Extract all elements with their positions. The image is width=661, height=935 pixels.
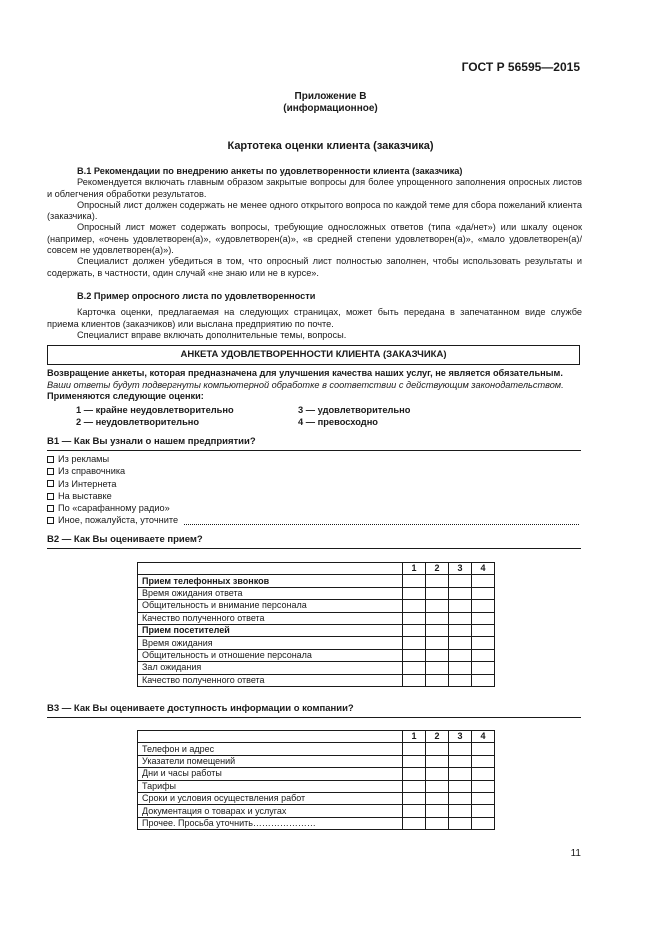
rating-cell[interactable]	[403, 587, 426, 599]
rating-cell[interactable]	[426, 649, 449, 661]
rating-cell[interactable]	[449, 587, 472, 599]
scale-item: 1 — крайне неудовлетворительно	[76, 405, 234, 415]
rating-cell[interactable]	[426, 743, 449, 755]
column-header: 3	[449, 731, 472, 743]
rating-cell[interactable]	[472, 743, 495, 755]
rating-cell[interactable]	[449, 662, 472, 674]
rating-cell[interactable]	[472, 674, 495, 686]
rating-cell[interactable]	[449, 612, 472, 624]
rating-cell[interactable]	[426, 780, 449, 792]
appendix-heading	[40, 91, 621, 115]
rating-cell[interactable]	[449, 743, 472, 755]
rating-cell[interactable]	[403, 805, 426, 817]
paragraph: Рекомендуется включать главным образом закрытые вопросы для более упрощенного заполнения опросных листов и облегчения обработки результатов.	[47, 177, 582, 199]
table-row	[138, 637, 495, 649]
rating-cell[interactable]	[403, 637, 426, 649]
rating-cell[interactable]	[472, 780, 495, 792]
rating-cell[interactable]	[403, 780, 426, 792]
option-label: Иное, пожалуйста, уточните	[58, 515, 179, 526]
row-label: Прием телефонных звонков	[138, 575, 403, 587]
checkbox[interactable]	[47, 456, 54, 463]
column-header: 2	[426, 563, 449, 575]
column-header: 1	[403, 731, 426, 743]
rating-cell[interactable]	[449, 637, 472, 649]
rating-cell[interactable]	[449, 792, 472, 804]
table-row	[138, 755, 495, 767]
rating-cell[interactable]	[403, 817, 426, 829]
row-label: Дни и часы работы	[138, 768, 403, 780]
rating-cell[interactable]	[403, 612, 426, 624]
row-label: Общительность и внимание персонала	[138, 600, 403, 612]
rating-cell[interactable]	[472, 755, 495, 767]
table-row	[138, 587, 495, 599]
section-b1	[47, 166, 582, 279]
table-row	[138, 649, 495, 661]
rating-cell[interactable]	[426, 600, 449, 612]
intro-bold: Возвращение анкеты, которая предназначена для улучшения качества наших услуг, не является обязательным.	[47, 368, 563, 378]
question-b2-title: В2 — Как Вы оцениваете прием?	[47, 534, 203, 545]
reception-rating-table	[137, 562, 495, 687]
row-label: Тарифы	[138, 780, 403, 792]
rating-cell[interactable]	[403, 768, 426, 780]
rating-cell[interactable]	[472, 637, 495, 649]
rating-cell[interactable]	[449, 755, 472, 767]
rating-cell[interactable]	[449, 805, 472, 817]
option-row[interactable]	[47, 514, 587, 526]
option-row[interactable]	[47, 502, 587, 514]
table-row	[138, 612, 495, 624]
scale-item: 4 — превосходно	[298, 416, 378, 427]
rating-cell[interactable]	[449, 817, 472, 829]
question-b1-title: В1 — Как Вы узнали о нашем предприятии?	[47, 436, 256, 447]
rating-cell[interactable]	[403, 649, 426, 661]
row-label: Указатели помещений	[138, 755, 403, 767]
paragraph: Опросный лист может содержать вопросы, требующие односложных ответов (типа «да/нет») или шкалу оценок (например, «очень удовлетворен(а)», «удовлетворен(а)», «в средней степени удовлетворен(а)», «мало удовлетворен(а)/совсем не удовлетворен(а)»).	[47, 222, 582, 256]
option-label: Из рекламы	[58, 454, 110, 464]
table-header-row	[138, 563, 495, 575]
option-label: Из Интернета	[58, 478, 117, 489]
rating-cell[interactable]	[472, 662, 495, 674]
table-row	[138, 792, 495, 804]
appendix-title: Приложение В	[294, 91, 367, 102]
checkbox[interactable]	[47, 505, 54, 512]
row-label: Общительность и отношение персонала	[138, 649, 403, 661]
paragraph: Специалист должен убедиться в том, что опросный лист полностью заполнен, чтобы использовать результаты и содержать, в частности, один случай «не знаю или не в курсе».	[47, 256, 582, 278]
rating-cell[interactable]	[472, 649, 495, 661]
rating-cell[interactable]	[472, 768, 495, 780]
option-row[interactable]	[47, 465, 587, 477]
rating-cell[interactable]	[426, 575, 449, 587]
row-label: Телефон и адрес	[138, 743, 403, 755]
rating-cell[interactable]	[472, 792, 495, 804]
section-b2-heading: В.2 Пример опросного листа по удовлетворенности	[77, 291, 316, 301]
scale-item: 2 — неудовлетворительно	[76, 416, 200, 427]
rating-cell[interactable]	[403, 674, 426, 686]
rating-cell[interactable]	[449, 600, 472, 612]
questionnaire-title: АНКЕТА УДОВЛЕТВОРЕННОСТИ КЛИЕНТА (ЗАКАЗЧИКА)	[47, 345, 580, 365]
questionnaire-intro	[47, 368, 587, 403]
rating-cell[interactable]	[426, 805, 449, 817]
rating-cell[interactable]	[403, 662, 426, 674]
scale-item: 3 — удовлетворительно	[298, 405, 411, 415]
rating-cell[interactable]	[449, 575, 472, 587]
row-label: Качество полученного ответа	[138, 612, 403, 624]
rating-cell[interactable]	[472, 624, 495, 636]
column-header: 4	[472, 731, 495, 743]
table-header-row	[138, 731, 495, 743]
rating-cell[interactable]	[449, 649, 472, 661]
checkbox[interactable]	[47, 480, 54, 487]
scale-right	[298, 405, 410, 428]
row-label: Время ожидания ответа	[138, 587, 403, 599]
row-label	[138, 731, 403, 743]
option-row[interactable]	[47, 490, 587, 502]
option-label: На выставке	[58, 490, 112, 501]
row-label: Документация о товарах и услугах	[138, 805, 403, 817]
rating-cell[interactable]	[449, 780, 472, 792]
table-row	[138, 743, 495, 755]
row-label: Сроки и условия осуществления работ	[138, 792, 403, 804]
table-row	[138, 662, 495, 674]
appendix-subtitle: (информационное)	[283, 103, 378, 114]
rating-cell[interactable]	[472, 600, 495, 612]
rating-cell[interactable]	[472, 612, 495, 624]
section-b1-heading: В.1 Рекомендации по внедрению анкеты по удовлетворенности клиента (заказчика)	[77, 166, 463, 176]
rating-cell[interactable]	[426, 662, 449, 674]
header-cell	[138, 563, 403, 575]
checkbox[interactable]	[47, 493, 54, 500]
rating-cell[interactable]	[403, 624, 426, 636]
row-label: Прием посетителей	[138, 624, 403, 636]
table-row	[138, 780, 495, 792]
column-header: 1	[403, 563, 426, 575]
question-b3-title: В3 — Как Вы оцениваете доступность информации о компании?	[47, 703, 354, 714]
table-row	[138, 600, 495, 612]
column-header: 4	[472, 563, 495, 575]
paragraph: Карточка оценки, предлагаемая на следующих страницах, может быть передана в запечатанном виде службе приема клиентов (заказчиков) или выслана предприятию по почте.	[47, 307, 582, 329]
rating-cell[interactable]	[426, 768, 449, 780]
information-rating-table	[137, 730, 495, 830]
page-number: 11	[570, 848, 581, 859]
question-b1-options	[47, 453, 587, 527]
rating-cell[interactable]	[449, 674, 472, 686]
option-row[interactable]	[47, 453, 587, 465]
divider	[47, 717, 581, 718]
option-row[interactable]	[47, 478, 587, 490]
section-b2	[47, 291, 582, 341]
row-label: Время ожидания	[138, 637, 403, 649]
rating-cell[interactable]	[426, 817, 449, 829]
table-row	[138, 674, 495, 686]
scale-left	[76, 405, 234, 428]
rating-cell[interactable]	[472, 817, 495, 829]
paragraph: Специалист вправе включать дополнительные темы, вопросы.	[77, 329, 347, 340]
intro-italic: Ваши ответы будут подвергнуты компьютерной обработке в соответствии с действующим законодательством.	[47, 379, 564, 390]
divider	[47, 548, 581, 549]
row-label: Зал ожидания	[138, 662, 403, 674]
rating-cell[interactable]	[403, 600, 426, 612]
rating-cell[interactable]	[472, 805, 495, 817]
rating-cell[interactable]	[426, 612, 449, 624]
rating-cell[interactable]	[426, 755, 449, 767]
rating-cell[interactable]	[403, 743, 426, 755]
rating-cell[interactable]	[403, 575, 426, 587]
rating-cell[interactable]	[426, 587, 449, 599]
column-header: 3	[449, 563, 472, 575]
table-row	[138, 805, 495, 817]
fill-in-line[interactable]	[184, 516, 579, 525]
rating-cell[interactable]	[403, 792, 426, 804]
row-label: Прочее. Просьба уточнить…………………	[138, 817, 403, 829]
row-label: Качество полученного ответа	[138, 674, 403, 686]
option-label: По «сарафанному радио»	[58, 503, 170, 514]
rating-cell[interactable]	[472, 575, 495, 587]
table-row	[138, 817, 495, 829]
column-header: 2	[426, 731, 449, 743]
scale-label: Применяются следующие оценки:	[47, 391, 204, 401]
rating-cell[interactable]	[426, 674, 449, 686]
rating-cell[interactable]	[426, 637, 449, 649]
rating-cell[interactable]	[449, 768, 472, 780]
rating-cell[interactable]	[426, 624, 449, 636]
rating-cell[interactable]	[403, 755, 426, 767]
checkbox[interactable]	[47, 468, 54, 475]
table-row	[138, 768, 495, 780]
table-row	[138, 624, 495, 636]
table-row	[138, 575, 495, 587]
checkbox[interactable]	[47, 517, 54, 524]
paragraph: Опросный лист должен содержать не менее одного открытого вопроса по каждой теме для сбора пожеланий клиента (заказчика).	[47, 199, 582, 222]
card-title: Картотека оценки клиента (заказчика)	[227, 140, 434, 152]
divider	[47, 450, 581, 451]
option-label: Из справочника	[58, 466, 126, 477]
rating-cell[interactable]	[472, 587, 495, 599]
rating-cell[interactable]	[449, 624, 472, 636]
rating-cell[interactable]	[426, 792, 449, 804]
standard-number: ГОСТ Р 56595—2015	[461, 60, 580, 74]
